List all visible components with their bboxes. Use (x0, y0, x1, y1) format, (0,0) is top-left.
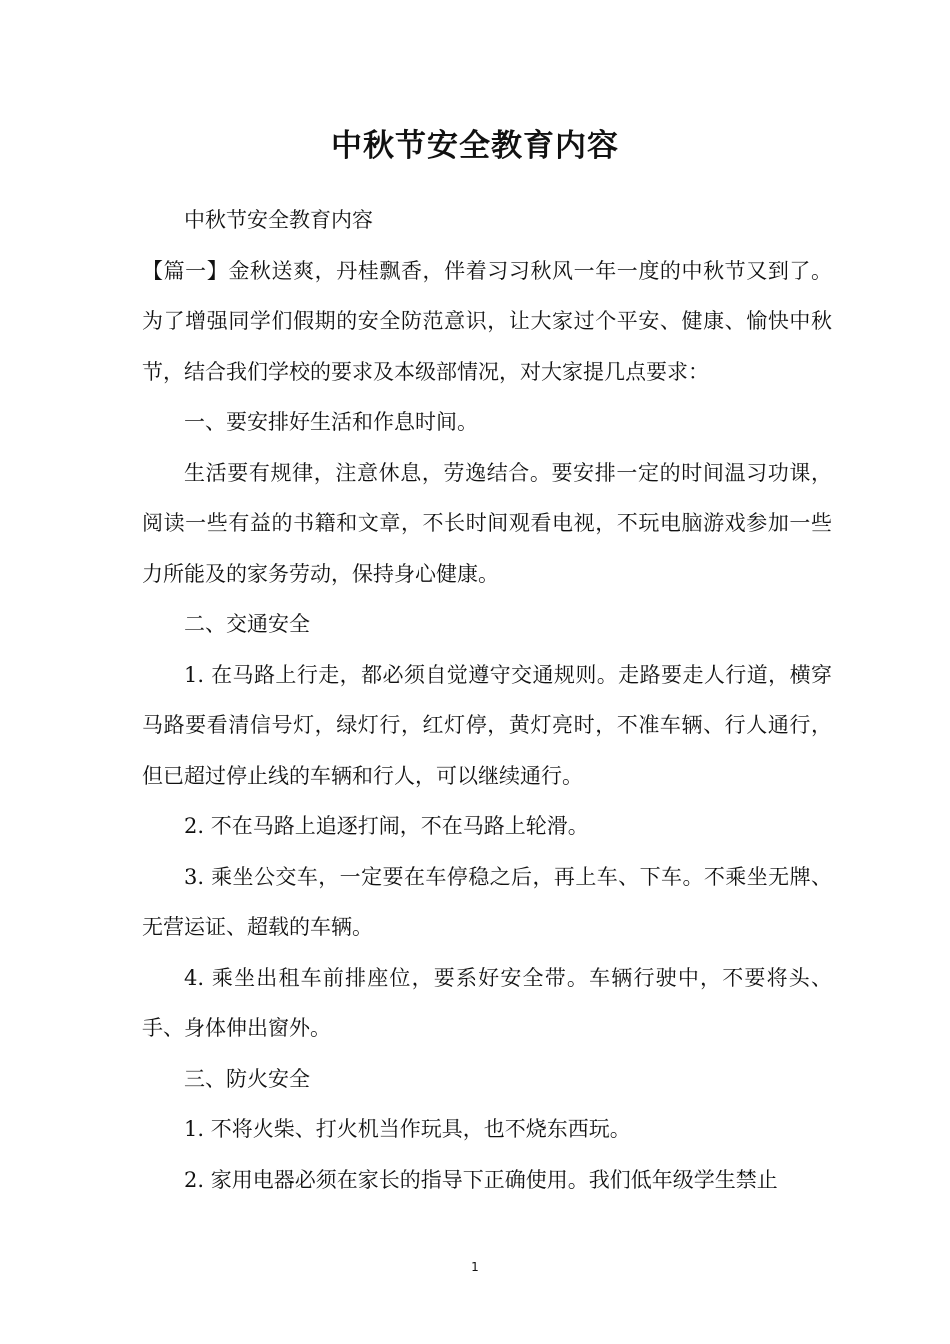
paragraph-4: 生活要有规律，注意休息，劳逸结合。要安排一定的时间温习功课，阅读一些有益的书籍和文章，不长时间观看电视，不玩电脑游戏参加一些力所能及的家务劳动，保持身心健康。 (142, 460, 832, 586)
paragraph-11: 1. 不将火柴、打火机当作玩具，也不烧东西玩。 (184, 1117, 631, 1141)
paragraph-9: 4. 乘坐出租车前排座位，要系好安全带。车辆行驶中，不要将头、手、身体伸出窗外。 (142, 965, 832, 1040)
document-title: 中秋节安全教育内容 (331, 128, 619, 164)
paragraph-3: 一、要安排好生活和作息时间。 (184, 410, 478, 434)
document-body (142, 195, 832, 1205)
paragraph-5: 二、交通安全 (184, 612, 310, 636)
paragraph-7: 2. 不在马路上追逐打闹，不在马路上轮滑。 (184, 814, 589, 838)
paragraph-6: 1. 在马路上行走，都必须自觉遵守交通规则。走路要走人行道，横穿马路要看清信号灯，绿灯行，红灯停，黄灯亮时，不准车辆、行人通行，但已超过停止线的车辆和行人，可以继续通行。 (142, 662, 832, 788)
page-number: 1 (471, 1260, 479, 1274)
paragraph-8: 3. 乘坐公交车，一定要在车停稳之后，再上车、下车。不乘坐无牌、无营运证、超载的车辆。 (142, 864, 832, 939)
paragraph-12: 2. 家用电器必须在家长的指导下正确使用。我们低年级学生禁止 (184, 1167, 778, 1192)
paragraph-2: 【篇一】金秋送爽，丹桂飘香，伴着习习秋风一年一度的中秋节又到了。为了增强同学们假期的安全防范意识，让大家过个平安、健康、愉快中秋节，结合我们学校的要求及本级部情况，对大家提几点要求： (142, 258, 832, 384)
paragraph-1: 中秋节安全教育内容 (184, 208, 373, 232)
paragraph-10: 三、防火安全 (184, 1066, 310, 1091)
